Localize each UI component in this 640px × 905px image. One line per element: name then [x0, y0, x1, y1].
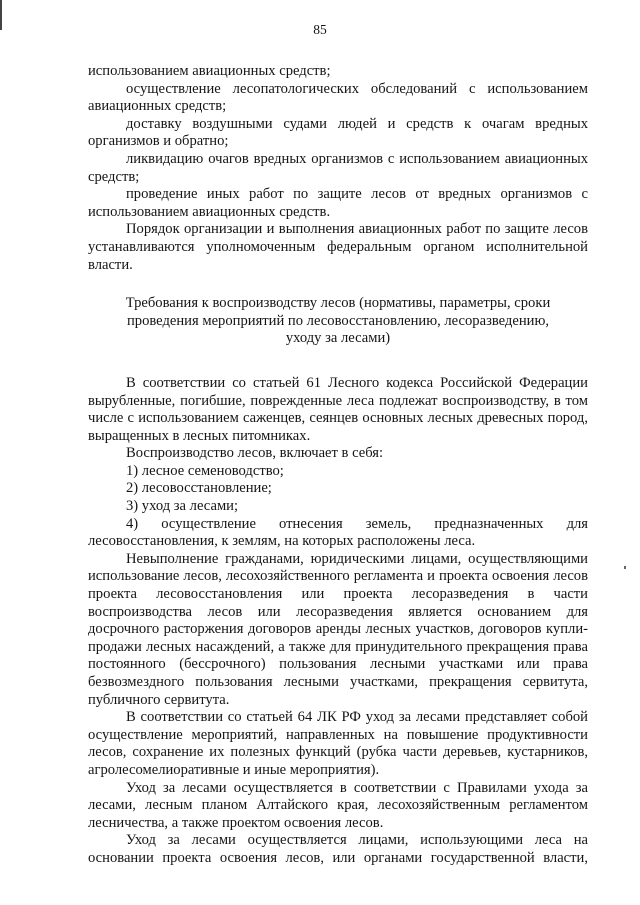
list-item: 4) осуществление отнесения земель, предназначенных для лесовосстановления, к землям, на которых расположены леса.: [88, 515, 588, 550]
paragraph: Уход за лесами осуществляется в соответствии с Правилами ухода за лесами, лесным планом Алтайского края, лесохозяйственным регламентом лесничества, а также проектом освоения лесов.: [88, 779, 588, 831]
paragraph: осуществление лесопатологических обследований с использованием авиационных средств;: [88, 80, 588, 115]
paragraph: ликвидацию очагов вредных организмов с использованием авиационных средств;: [88, 150, 588, 185]
paragraph: Порядок организации и выполнения авиационных работ по защите лесов устанавливаются уполномоченным федеральным органом исполнительной власти.: [88, 221, 588, 273]
paragraph: Уход за лесами осуществляется лицами, использующими леса на основании проекта освоения лесов, или органами государственной власти,: [88, 832, 588, 866]
list-item: 2) лесовосстановление;: [126, 480, 272, 497]
page-number: 85: [313, 22, 327, 37]
section-heading: Требования к воспроизводству лесов (нормативы, параметры, сроки проведения мероприятий по лесовосстановлению, лесоразведению, уходу за лесами): [125, 295, 551, 347]
paragraph: В соответствии со статьей 61 Лесного кодекса Российской Федерации вырубленные, погибшие, поврежденные леса подлежат воспроизводству, в том числе с использованием саженцев, сеянцев основных лесных древесных пород, выращенных в лесных питомниках.: [88, 374, 588, 444]
paragraph: Воспроизводство лесов, включает в себя:: [126, 445, 384, 462]
paragraph: доставку воздушными судами людей и средств к очагам вредных организмов и обратно;: [88, 115, 588, 150]
paragraph: Невыполнение гражданами, юридическими лицами, осуществляющими использование лесов, лесохозяйственного регламента и проекта освоения лесов проекта лесовосстановления или проекта лесоразведения в части воспроизводства лесов или лесоразведения является основанием для досрочного расторжения договоров аренды лесных участков, договоров купли-продажи лесных насаждений, а также для принудительного прекращения права постоянного (бессрочного) пользования лесными участками или права безвозмездного пользования лесными участками, прекращения сервитута, публичного сервитута.: [88, 550, 588, 708]
paragraph: проведение иных работ по защите лесов от вредных организмов с использованием авиационных средств.: [88, 186, 588, 220]
list-item: 3) уход за лесами;: [126, 498, 239, 515]
list-item: 1) лесное семеноводство;: [126, 462, 284, 479]
paragraph: В соответствии со статьей 64 ЛК РФ уход за лесами представляет собой осуществление мероприятий, направленных на повышение продуктивности лесов, сохранение их полезных функций (рубка части деревьев, кустарников, агролесомелиоративные и иные мероприятия).: [88, 709, 588, 778]
document-body: [88, 63, 588, 868]
paragraph: использованием авиационных средств;: [88, 63, 331, 79]
scan-artifact: [624, 566, 626, 569]
